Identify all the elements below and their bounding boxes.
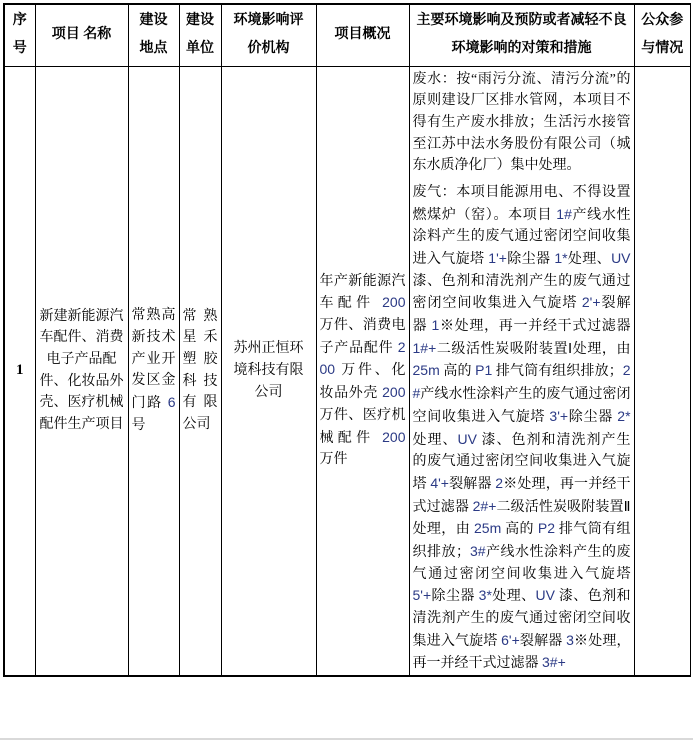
cjk-text-run: 裂解器 [519,633,567,649]
cell-overview [316,66,409,676]
latin-text-run: 2# [412,362,631,402]
cjk-text-run: 漆、色剂和清洗剂产生的废气通过密闭空间收集进入气旋塔 [412,589,631,649]
cjk-text-run: 年产新能源汽车配件 [319,273,406,312]
latin-text-run: 3* [478,587,492,604]
latin-text-run: UV [535,587,555,604]
cell-eia-agency: 苏州正恒环境科技有限公司 [221,66,316,676]
cell-index: 1 [4,66,35,676]
latin-text-run: 25m [412,362,440,379]
latin-text-run: 200 [382,294,406,311]
cjk-text-run: 高的 [439,364,476,380]
cjk-text-run: ※处理，再一并经干式过滤器 [412,633,631,672]
latin-text-run: 1# [556,205,572,222]
cjk-text-run: 高的 [501,522,538,538]
cjk-text-run: 产线水性涂料产生的废气通过密闭空间收集进入气旋塔 [412,207,631,267]
cjk-text-run: 号 [131,417,146,433]
latin-text-run: 1* [554,250,568,266]
cjk-text-run: 裂解器 [448,476,496,492]
cjk-text-run: ※处理，再一并经干式过滤器 [412,476,631,515]
latin-text-run: P1 [475,362,493,379]
latin-text-run: 2 [495,474,504,491]
cjk-text-run: 漆、色剂和清洗剂产生的废气通过密闭空间收集进入气旋塔 [412,273,631,312]
page-edge-line [0,738,693,740]
latin-text-run: 25m [474,520,502,537]
col-header-public-participation: 公众参 与情况 [634,4,691,66]
latin-text-run: 3# [469,542,486,559]
cjk-text-run: 万件、医疗机械配件 [319,407,406,446]
cjk-text-run: 万件、消费电子产品配件 [319,318,406,356]
table-row [4,66,691,676]
latin-text-run: 3#+ [542,654,566,671]
col-header-location: 建设 地点 [128,4,179,66]
table-wrapper [3,3,691,734]
latin-text-run: 4'+ [430,474,449,491]
measures-paragraph-waste-gas [413,182,631,675]
cjk-text-run: 除尘器 [431,589,479,605]
cjk-text-run: 除尘器 [506,252,555,267]
cjk-text-run: 漆、色剂和清洗剂产生的废气通过密闭空间收集进入气旋塔 [412,432,631,492]
latin-text-run: UV [457,430,477,447]
col-header-overview: 项目概况 [316,4,409,66]
latin-text-run: 2* [617,407,631,424]
cell-location [128,66,179,676]
cjk-text-run: 二级活性炭吸附装置Ⅰ处理，由 [436,341,631,357]
latin-text-run: UV [611,250,631,266]
cjk-text-run: 产线水性涂料产生的废气通过密闭空间收集进入气旋塔 [412,387,631,425]
eia-projects-table [3,3,691,677]
cjk-text-run: 万件、化妆品外壳 [319,363,406,402]
cjk-text-run: 处理、 [412,432,458,448]
latin-text-run: 3 [566,631,574,648]
cell-public-participation [634,66,691,676]
cjk-text-run: 常熟高新技术产业开发区金门路 [131,308,176,411]
col-header-measures: 主要环境影响及预防或者减轻不良环境影响的对策和措施 [409,4,634,66]
cjk-text-run: 二级活性炭吸附装置Ⅱ处理，由 [412,499,631,538]
cjk-text-run: 万件 [319,452,348,468]
col-header-builder: 建设 单位 [179,4,221,66]
latin-text-run: 3'+ [549,407,569,424]
cjk-text-run: 废气：本项目能源用电、不得设置燃煤炉（窑）。本项目 [412,184,631,223]
cjk-text-run: 产线水性涂料产生的废气通过密闭空间收集进入气旋塔 [412,544,631,582]
latin-text-run: 2'+ [581,294,601,311]
cjk-text-run: 裂解器 [412,296,631,335]
cell-measures [409,66,634,676]
cjk-text-run: ※处理，再一并经干式过滤器 [439,319,631,335]
latin-text-run: 200 [319,338,406,378]
col-header-eia-agency: 环境影响评价机构 [221,4,316,66]
col-header-project-name: 项目 名称 [35,4,128,66]
latin-text-run: 5'+ [412,587,432,604]
cell-builder: 常熟星禾塑胶科技有限公司 [179,66,221,676]
latin-text-run: P2 [537,520,555,537]
cjk-text-run: 废水：按“雨污分流、清污分流”的原则建设厂区排水管网，本项目不得有生产废水排放；生活污水接管至江苏中法水务股份有限公司（城东水质净化厂）集中处理。 [412,71,631,174]
latin-text-run: 1#+ [412,339,437,356]
cjk-text-run: 处理、 [491,589,536,605]
cjk-text-run: 排气筒有组织排放； [412,522,631,560]
measures-paragraph-wastewater [413,69,631,177]
header-row [4,4,691,66]
latin-text-run: 200 [382,428,406,445]
latin-text-run: 1'+ [488,250,507,266]
latin-text-run: 6'+ [501,631,520,648]
cjk-text-run: 除尘器 [568,409,618,425]
cjk-text-run: 处理、 [567,252,612,267]
latin-text-run: 6 [167,393,176,410]
cjk-text-run: 排气筒有组织排放； [492,364,623,380]
latin-text-run: 200 [382,384,406,401]
latin-text-run: 1 [431,317,440,334]
latin-text-run: 2#+ [472,497,497,514]
col-header-index: 序号 [4,4,35,66]
cell-project-name: 新建新能源汽车配件、消费电子产品配件、化妆品外壳、医疗机械配件生产项目 [35,66,128,676]
